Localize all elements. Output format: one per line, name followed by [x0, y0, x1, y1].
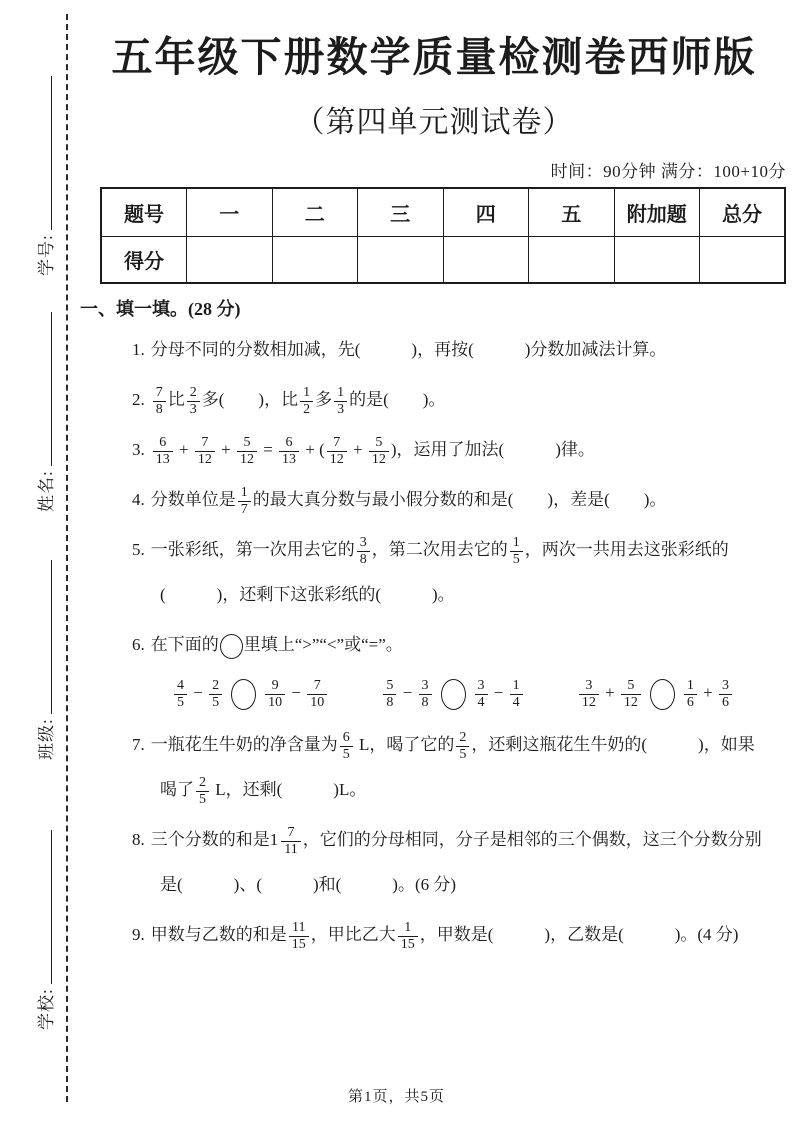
fraction: [340, 730, 353, 762]
question-number: 3.: [132, 440, 145, 460]
text-run: −: [489, 683, 508, 703]
comparison-circle: [231, 679, 256, 710]
question-number: 5.: [132, 540, 145, 560]
text-run: 的是( )。: [349, 390, 446, 410]
fraction-numerator: 1: [334, 385, 347, 402]
sidebar-field-blank-line: [33, 830, 52, 984]
score-table-header-cell: 题号: [101, 188, 187, 237]
mixed-number-whole: 1: [269, 830, 279, 850]
fraction-denominator: 10: [268, 694, 283, 710]
fraction-denominator: 12: [239, 451, 254, 467]
fraction: [174, 678, 187, 710]
text-run: 里填上“>”“<”或“=”。: [243, 635, 403, 655]
text-run: 分数单位是: [150, 490, 236, 510]
question-text: [151, 435, 595, 467]
comparison-circle: [220, 634, 243, 659]
fraction-denominator: 7: [240, 501, 248, 517]
fraction-numerator: 3: [579, 678, 599, 695]
fraction-numerator: 5: [369, 435, 389, 452]
fraction-numerator: 7: [281, 825, 300, 842]
fraction: [187, 385, 200, 417]
question-text: [151, 340, 667, 359]
score-table-header-cell: 五: [529, 188, 615, 237]
question-number: 4.: [132, 490, 145, 510]
question-number: 7.: [132, 735, 145, 755]
fraction-denominator: 3: [189, 401, 197, 417]
score-table-header-row: [101, 188, 785, 237]
fraction-numerator: 5: [621, 678, 641, 695]
score-cell: [187, 237, 273, 284]
fraction-numerator: 11: [289, 920, 309, 937]
score-table-header-cell: 总分: [700, 188, 786, 237]
score-table-header-cell: 附加题: [614, 188, 700, 237]
binding-dashed-line: [66, 14, 68, 1102]
fraction-numerator: 1: [510, 678, 523, 695]
fraction-numerator: 3: [719, 678, 732, 695]
comparison-expression: [577, 669, 734, 717]
text-run: 的最大真分数与最小假分数的和是( )，差是( )。: [252, 490, 667, 510]
fraction-numerator: 5: [383, 678, 396, 695]
text-run: ，甲数是( )，乙数是( )。(4 分): [419, 925, 739, 945]
fraction-denominator: 13: [282, 451, 297, 467]
text-run: ，还剩这瓶花生牛奶的( )，如果: [471, 735, 755, 755]
text-run: 三个分数的和是: [150, 830, 270, 850]
fraction: [237, 435, 257, 467]
fraction-numerator: 3: [475, 678, 488, 695]
question-text: [150, 825, 762, 895]
fraction-numerator: 2: [187, 385, 200, 402]
sidebar-field-blank-line: [33, 560, 52, 714]
question-text: [151, 635, 403, 654]
fraction-numerator: 1: [684, 678, 697, 695]
fraction-denominator: 11: [284, 841, 298, 857]
fraction: [327, 435, 347, 467]
text-run: L，还剩( )L。: [211, 780, 367, 800]
fraction: [300, 385, 313, 417]
text-run: 一瓶花生牛奶的净含量为: [150, 735, 338, 755]
fraction-denominator: 8: [386, 694, 394, 710]
text-run: 在下面的: [150, 635, 219, 655]
question-text: [151, 385, 446, 417]
fraction-numerator: 1: [300, 385, 313, 402]
text-run: ( )，还剩下这张彩纸的( )。: [160, 585, 455, 605]
fraction: [238, 485, 251, 517]
question-item: [107, 377, 786, 422]
fraction-denominator: 5: [512, 551, 520, 567]
comparison-circle: [650, 679, 675, 710]
score-cell: [614, 237, 700, 284]
text-run: ，第二次用去它的: [371, 540, 508, 560]
sidebar-field-school: [32, 830, 58, 1030]
sidebar-field-label: 班级:: [37, 718, 56, 760]
fraction-numerator: 5: [237, 435, 257, 452]
sidebar-field-student-id: [32, 76, 58, 276]
fraction-denominator: 6: [686, 694, 694, 710]
fraction-denominator: 15: [400, 936, 415, 952]
fraction-denominator: 12: [197, 451, 212, 467]
text-run: −: [398, 683, 417, 703]
text-run: =: [258, 440, 278, 460]
text-run: 多: [315, 390, 333, 410]
fraction-numerator: 1: [510, 535, 523, 552]
fraction-denominator: 12: [371, 451, 386, 467]
question-item: [107, 327, 786, 372]
fraction: [719, 678, 732, 710]
fraction-numerator: 7: [195, 435, 215, 452]
fraction: [579, 678, 599, 710]
fraction-numerator: 6: [153, 435, 173, 452]
fraction-denominator: 8: [421, 694, 429, 710]
sidebar-field-class: [32, 560, 58, 760]
fraction: [281, 825, 300, 857]
text-run: ，甲比乙大: [310, 925, 396, 945]
fraction: [621, 678, 641, 710]
question-text: [150, 920, 739, 952]
text-run: −: [189, 683, 208, 703]
fraction: [369, 435, 389, 467]
fraction-numerator: 3: [419, 678, 432, 695]
section-title: 一、填一填。(28 分): [80, 299, 241, 320]
main-content: [82, 0, 786, 962]
fraction: [334, 385, 347, 417]
score-table-header-cell: 二: [272, 188, 358, 237]
sidebar-field-label: 姓名:: [37, 470, 56, 512]
sidebar-field-name: [32, 312, 58, 512]
score-cell: [443, 237, 529, 284]
text-run: L，喝了它的: [354, 735, 455, 755]
text-run: 比: [167, 390, 185, 410]
question-text: [150, 485, 667, 517]
text-run: 甲数与乙数的和是: [150, 925, 287, 945]
fraction: [419, 678, 432, 710]
fraction: [153, 385, 166, 417]
fraction-numerator: 6: [340, 730, 353, 747]
score-table: [100, 187, 786, 284]
fraction-numerator: 4: [174, 678, 187, 695]
text-run: 一张彩纸，第一次用去它的: [150, 540, 355, 560]
question-item: [107, 722, 786, 812]
fraction: [289, 920, 309, 952]
fraction-numerator: 1: [238, 485, 251, 502]
text-run: )，运用了加法( )律。: [390, 440, 595, 460]
fraction: [265, 678, 285, 710]
fraction-denominator: 8: [359, 551, 367, 567]
fraction-denominator: 8: [155, 401, 163, 417]
page-subtitle: （第四单元测试卷）: [294, 106, 574, 140]
score-cell: [358, 237, 444, 284]
text-run: + (: [301, 440, 325, 460]
page-title: 五年级下册数学质量检测卷西师版: [111, 34, 757, 80]
fraction-numerator: 2: [209, 678, 222, 695]
question-item: [107, 527, 786, 617]
score-row-label: 得分: [101, 237, 187, 284]
fraction-numerator: 7: [153, 385, 166, 402]
fraction: [307, 678, 327, 710]
fraction-numerator: 7: [327, 435, 347, 452]
fraction: [398, 920, 418, 952]
sidebar-field-label: 学号:: [37, 234, 56, 276]
questions-list: [82, 327, 786, 957]
fraction-denominator: 5: [459, 746, 467, 762]
question-item: [107, 622, 786, 717]
text-run: 是( )、( )和( )。(6 分): [160, 875, 457, 895]
fraction: [209, 678, 222, 710]
question-item: [107, 427, 786, 472]
question-number: 2.: [132, 390, 145, 410]
fraction: [510, 678, 523, 710]
question-number: 8.: [132, 830, 145, 850]
fraction: [456, 730, 469, 762]
score-table-score-row: [101, 237, 785, 284]
text-run: 多( )，比: [201, 390, 299, 410]
question-item: [107, 912, 786, 957]
text-run: ，两次一共用去这张彩纸的: [524, 540, 729, 560]
question-number: 6.: [132, 635, 145, 655]
score-cell: [529, 237, 615, 284]
text-run: +: [216, 440, 235, 460]
fraction-denominator: 12: [581, 694, 596, 710]
fraction: [510, 535, 523, 567]
comparison-row: [172, 669, 734, 717]
fraction-numerator: 2: [456, 730, 469, 747]
fraction-denominator: 4: [477, 694, 485, 710]
fraction: [475, 678, 488, 710]
fraction: [684, 678, 697, 710]
text-run: −: [287, 683, 306, 703]
fraction: [153, 435, 173, 467]
sidebar-field-blank-line: [33, 76, 52, 230]
fraction-numerator: 9: [265, 678, 285, 695]
fraction-denominator: 12: [623, 694, 638, 710]
fraction-denominator: 5: [212, 694, 220, 710]
fraction-numerator: 3: [357, 535, 370, 552]
text-run: +: [348, 440, 367, 460]
fraction-denominator: 12: [329, 451, 344, 467]
comparison-circle: [441, 679, 466, 710]
fraction-denominator: 3: [337, 401, 345, 417]
text-run: +: [600, 683, 619, 703]
fraction-denominator: 13: [155, 451, 170, 467]
fraction-denominator: 4: [512, 694, 520, 710]
question-text: [150, 535, 729, 605]
score-cell: [700, 237, 786, 284]
score-table-header-cell: 四: [443, 188, 529, 237]
fraction: [195, 435, 215, 467]
fraction: [383, 678, 396, 710]
question-item: [107, 477, 786, 522]
fraction-denominator: 5: [199, 791, 206, 807]
page-number: 第1页，共5页: [347, 1089, 445, 1105]
question-number: 1.: [132, 340, 145, 360]
fraction-denominator: 15: [291, 936, 306, 952]
fraction-denominator: 10: [310, 694, 325, 710]
sidebar-field-label: 学校:: [37, 988, 56, 1030]
score-table-header-cell: 一: [187, 188, 273, 237]
fraction-denominator: 5: [342, 746, 350, 762]
fraction-numerator: 6: [279, 435, 299, 452]
comparison-expression: [381, 669, 524, 717]
fraction-numerator: 7: [307, 678, 327, 695]
question-item: [107, 817, 786, 907]
sidebar-field-blank-line: [33, 312, 52, 466]
fraction: [279, 435, 299, 467]
text-run: 分母不同的分数相加减，先( )，再按( )分数加减法计算。: [150, 340, 667, 360]
text-run: +: [698, 683, 717, 703]
text-run: +: [174, 440, 193, 460]
fraction-numerator: 2: [196, 775, 209, 792]
exam-time-score-meta: 时间：90分钟 满分：100+10分: [550, 162, 786, 182]
fraction-denominator: 5: [177, 694, 184, 710]
text-run: ，它们的分母相同，分子是相邻的三个偶数，这三个分数分别: [302, 830, 762, 850]
fraction-denominator: 2: [303, 401, 311, 417]
comparison-expression: [172, 669, 329, 717]
score-table-header-cell: 三: [358, 188, 444, 237]
fraction: [196, 775, 209, 807]
question-number: 9.: [132, 925, 145, 945]
text-run: 喝了: [160, 780, 194, 800]
fraction: [357, 535, 370, 567]
fraction-denominator: 6: [722, 694, 729, 710]
question-text: [150, 730, 755, 807]
fraction-numerator: 1: [398, 920, 418, 937]
score-cell: [272, 237, 358, 284]
